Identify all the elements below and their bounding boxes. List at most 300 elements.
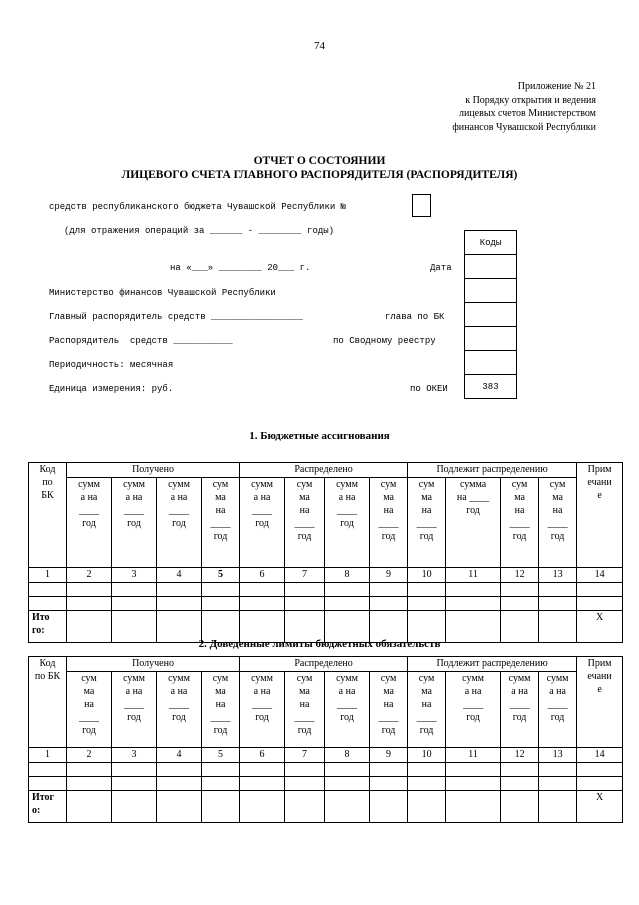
amount-year-header-text: на [421,699,432,710]
amount-year-header-text: год [340,712,354,723]
page-number: 74 [314,40,325,52]
data-cell[interactable] [67,597,112,611]
amount-year-header-text: на [215,699,226,710]
amount-year-header-text: ма [421,492,432,503]
amount-year-header-text: ____ [337,505,358,516]
data-cell[interactable] [29,777,67,791]
main-manager-line: Главный распорядитель средств _________________ [49,312,303,322]
note-header-text: Прим [587,464,612,475]
amount-year-header-text: на [514,505,525,516]
data-cell[interactable] [157,777,202,791]
amount-year-header-text: сумм [168,673,190,684]
data-cell[interactable] [501,597,539,611]
total-row [29,791,623,823]
amount-year-header-text: ____ [337,699,358,710]
amount-year-header-text: сумм [78,479,100,490]
note-header-text: ечани [587,671,612,682]
amount-year-header-text: год [127,712,141,723]
total-cell[interactable] [370,791,408,823]
total-label-text: го: [32,625,45,636]
amount-year-header-text: год [381,725,396,736]
amount-year-header-text: а на [125,686,143,697]
column-number: 2 [67,748,112,763]
amount-year-header-text: ма [83,686,95,697]
amount-year-header-text: сумм [508,673,531,684]
amount-year-header-lines [112,672,156,724]
date-line: на «___» ________ 20___ г. [170,263,311,273]
column-number: 4 [157,748,202,763]
amount-year-header-text: год [127,518,141,529]
amount-year-header [325,478,370,568]
amount-year-header [408,478,446,568]
code-chapter-cell[interactable] [465,303,517,327]
column-number: 7 [285,748,325,763]
amount-year-header [240,672,285,748]
total-cell[interactable] [408,791,446,823]
group-header: Подлежит распределению [408,463,577,478]
amount-year-header-text: ма [514,492,525,503]
amount-year-header-lines [501,478,538,543]
amount-year-header-text: сум [511,479,528,490]
bk-code-header [29,463,67,568]
amount-year-header-text: ____ [463,699,484,710]
data-cell[interactable] [202,597,240,611]
total-label-lines [32,611,66,637]
data-cell[interactable] [240,777,285,791]
amount-year-header-text: на [299,505,310,516]
amount-year-header-text: год [340,518,354,529]
amount-year-header-text: на [84,699,94,710]
amount-year-header-text: сумм [462,673,484,684]
group-header: Получено [67,463,240,478]
amount-year-header-text: ма [299,686,310,697]
unit-line: Единица измерения: руб. [49,384,174,394]
data-cell[interactable] [325,583,370,597]
data-cell[interactable] [202,777,240,791]
section-2-table [28,656,623,823]
group-header: Распределено [240,463,408,478]
bk-code-header-text: БК [41,490,54,501]
group-header: Распределено [240,657,408,672]
periodicity-line: Периодичность: месячная [49,360,174,370]
amount-year-header-text: сумм [123,479,145,490]
amount-year-header-text: сум [296,673,313,684]
data-cell[interactable] [408,583,446,597]
amount-year-header [67,672,112,748]
amount-year-header-lines [67,478,111,530]
data-cell[interactable] [285,777,325,791]
amount-year-header-text: а на [170,686,188,697]
amount-year-header-lines [446,478,500,517]
amount-year-header [157,478,202,568]
data-cell[interactable] [370,763,408,777]
data-cell[interactable] [112,583,157,597]
note-header [577,463,623,568]
appendix-line: Приложение № 21 [517,81,596,92]
codes-table [464,230,517,399]
amount-year-header-text: на [215,505,226,516]
column-number: 10 [408,568,446,583]
code-date-cell[interactable] [465,255,517,279]
amount-year-header-text: а на [253,686,271,697]
data-cell[interactable] [29,763,67,777]
ministry-line: Министерство финансов Чувашской Республики [49,288,276,298]
amount-year-header-lines [446,672,500,724]
amount-year-header-text: сумм [168,479,190,490]
data-cell[interactable] [112,763,157,777]
amount-year-header-text: а на [170,492,188,503]
data-cell[interactable] [370,583,408,597]
column-number: 14 [577,748,623,763]
note-header-lines [577,657,622,696]
group-header: Получено [67,657,240,672]
data-cell[interactable] [577,763,623,777]
header-row [29,657,623,672]
amount-year-header-text: а на [80,492,98,503]
amount-year-header-text: на [383,699,394,710]
amount-year-header-text: а на [464,686,482,697]
data-cell[interactable] [501,583,539,597]
amount-year-header-text: а на [338,686,356,697]
table-row [29,763,623,777]
amount-year-header-text: на [421,505,432,516]
bk-code-header [29,657,67,748]
data-cell[interactable] [446,583,501,597]
amount-year-header-text: ____ [547,518,568,529]
column-number: 7 [285,568,325,583]
data-cell[interactable] [325,597,370,611]
amount-year-header-text: сумм [251,673,273,684]
total-label-lines [32,791,66,817]
section-2-title: 2. Доведенные лимиты бюджетных обязательств [198,638,441,650]
amount-year-header-text: сум [296,479,313,490]
amount-year-header-text: ____ [416,518,437,529]
amount-year-header-text: ____ [79,505,99,516]
data-cell[interactable] [408,597,446,611]
period-line: (для отражения операций за ______ - ________ годы) [64,226,335,236]
amount-year-header-lines [325,672,369,724]
column-number: 4 [157,568,202,583]
code-empty-cell[interactable] [465,279,517,303]
note-header-text: ечани [587,477,612,488]
amount-year-header-text: год [512,531,527,542]
data-cell[interactable] [285,583,325,597]
data-cell[interactable] [240,763,285,777]
amount-year-header-lines [202,672,239,737]
group-header: Подлежит распределению [408,657,577,672]
column-number: 10 [408,748,446,763]
amount-year-header-text: а на [338,492,356,503]
amount-year-header-text: ма [215,492,226,503]
column-number: 12 [501,748,539,763]
bk-code-header-text: по [42,477,53,488]
data-cell[interactable] [446,597,501,611]
amount-year-header-text: ____ [210,712,231,723]
total-cell[interactable] [501,791,539,823]
header-row [29,463,623,478]
amount-year-header-text: год [381,531,396,542]
amount-year-header [501,478,539,568]
amount-year-header-text: сум [418,673,435,684]
amount-year-header-text: год [419,531,434,542]
data-cell[interactable] [67,583,112,597]
amount-year-header [370,478,408,568]
amount-year-header [157,672,202,748]
data-cell[interactable] [240,597,285,611]
amount-year-header-lines [157,672,201,724]
amount-year-header-text: год [466,505,480,516]
total-label-text: о: [32,805,41,816]
chapter-label: глава по БК [385,312,445,322]
amount-year-header-text: ма [299,492,310,503]
amount-year-header-text: год [466,712,480,723]
data-cell[interactable] [539,777,577,791]
total-cell[interactable] [240,791,285,823]
column-number: 8 [325,748,370,763]
data-cell[interactable] [29,583,67,597]
amount-year-header [325,672,370,748]
funds-line: средств республиканского бюджета Чувашской Республики № [49,202,347,212]
column-number: 13 [539,568,577,583]
amount-year-header-text: ма [383,492,394,503]
amount-year-header [285,478,325,568]
amount-year-header-lines [501,672,538,724]
note-header-text: Прим [587,658,612,669]
amount-year-header-text: ма [552,492,563,503]
amount-year-header-text: год [255,712,269,723]
amount-year-header-text: ма [215,686,226,697]
code-registry-cell[interactable] [465,327,517,351]
amount-year-header-text: ____ [169,699,189,710]
amount-year-header-lines [202,478,239,543]
data-cell[interactable] [157,583,202,597]
registry-label: по Сводному реестру [333,336,436,346]
amount-year-header-text: сум [81,673,97,684]
total-note-mark: Х [577,611,623,643]
total-cell[interactable] [67,791,112,823]
amount-year-header-text: сумм [251,479,273,490]
budget-number-box[interactable] [412,194,431,217]
amount-year-header-text: год [255,518,269,529]
data-cell[interactable] [408,777,446,791]
column-number: 2 [67,568,112,583]
table-row [29,583,623,597]
amount-year-header-lines [157,478,201,530]
amount-year-header-text: ____ [416,712,437,723]
amount-year-header-text: год [512,712,527,723]
amount-year-header-text: год [172,712,186,723]
amount-year-header-text: ____ [378,518,399,529]
amount-year-header-text: а на [511,686,528,697]
amount-year-header-text: сумм [546,673,569,684]
data-cell[interactable] [157,597,202,611]
amount-year-header-lines [370,672,407,737]
total-cell[interactable] [539,791,577,823]
data-cell[interactable] [577,583,623,597]
amount-year-header-text: сум [212,479,229,490]
amount-year-header-lines [370,478,407,543]
column-number: 5 [202,748,240,763]
column-number: 12 [501,568,539,583]
total-cell[interactable] [446,791,501,823]
amount-year-header-lines [408,672,445,737]
amount-year-header [446,672,501,748]
section-1-title: 1. Бюджетные ассигнования [249,430,390,442]
data-cell[interactable] [539,597,577,611]
data-cell[interactable] [325,763,370,777]
column-number: 11 [446,568,501,583]
amount-year-header-text: ____ [547,699,568,710]
amount-year-header-text: ____ [509,699,530,710]
amount-year-header [285,672,325,748]
bk-code-header-lines [29,657,66,683]
data-cell[interactable] [285,597,325,611]
section-1-table [28,462,623,643]
amount-year-header [501,672,539,748]
data-cell[interactable] [112,777,157,791]
data-cell[interactable] [202,763,240,777]
amount-year-header-text: сум [549,479,566,490]
amount-year-header-text: год [550,531,565,542]
data-cell[interactable] [370,777,408,791]
table-row [29,597,623,611]
amount-year-header [539,672,577,748]
data-cell[interactable] [240,583,285,597]
note-header-text: е [597,684,602,695]
data-cell[interactable] [446,763,501,777]
column-number: 14 [577,568,623,583]
amount-year-header-text: а на [253,492,271,503]
amount-year-header-text: сумм [123,673,145,684]
amount-year-header [202,672,240,748]
column-number-row [29,748,623,763]
total-cell[interactable] [157,791,202,823]
total-cell[interactable] [325,791,370,823]
data-cell[interactable] [539,763,577,777]
data-cell[interactable] [501,763,539,777]
appendix-line: лицевых счетов Министерством [458,108,596,119]
amount-year-header-text: год [82,725,96,736]
column-number: 5 [202,568,240,583]
total-cell[interactable] [112,791,157,823]
amount-year-header-lines [539,478,576,543]
code-empty-cell[interactable] [465,351,517,375]
title-line: ОТЧЕТ О СОСТОЯНИИ [253,155,386,167]
amount-year-header-lines [325,478,369,530]
subheader-row [29,672,623,748]
manager-line: Распорядитель средств ___________ [49,336,233,346]
amount-year-header [446,478,501,568]
data-cell[interactable] [157,763,202,777]
data-cell[interactable] [285,763,325,777]
column-number: 3 [112,748,157,763]
appendix-line: к Порядку открытия и ведения [465,94,596,106]
amount-year-header-text: ____ [294,518,315,529]
column-number: 8 [325,568,370,583]
data-cell[interactable] [370,597,408,611]
amount-year-header-text: ____ [210,518,231,529]
amount-year-header-text: ____ [294,712,315,723]
data-cell[interactable] [29,597,67,611]
amount-year-header-text: ма [383,686,394,697]
column-number: 1 [29,748,67,763]
okei-label: по ОКЕИ [410,384,448,394]
data-cell[interactable] [202,583,240,597]
data-cell[interactable] [501,777,539,791]
amount-year-header-text: год [419,725,434,736]
title-line: ЛИЦЕВОГО СЧЕТА ГЛАВНОГО РАСПОРЯДИТЕЛЯ (РАСПОРЯДИТЕЛЯ) [121,169,518,181]
amount-year-header-text: год [82,518,96,529]
amount-year-header [240,478,285,568]
amount-year-header-text: ____ [124,505,144,516]
amount-year-header-text: сум [380,479,397,490]
total-note-mark: Х [577,791,623,823]
total-label-text: Итог [32,792,55,803]
amount-year-header-text: ____ [169,505,189,516]
column-number: 3 [112,568,157,583]
amount-year-header-text: год [550,712,565,723]
total-label-text: Ито [32,612,50,623]
amount-year-header-text: а на [125,492,143,503]
data-cell[interactable] [446,777,501,791]
amount-year-header [202,478,240,568]
total-cell[interactable] [202,791,240,823]
data-cell[interactable] [577,777,623,791]
data-cell[interactable] [408,763,446,777]
data-cell[interactable] [112,597,157,611]
bk-code-header-text: Код [39,658,56,669]
amount-year-header [112,672,157,748]
amount-year-header-text: сумма [459,479,487,490]
column-number: 6 [240,568,285,583]
amount-year-header-lines [67,672,111,737]
date-label: Дата [430,263,452,273]
amount-year-header [539,478,577,568]
data-cell[interactable] [539,583,577,597]
amount-year-header-lines [408,478,445,543]
data-cell[interactable] [67,777,112,791]
note-header-lines [577,463,622,502]
data-cell[interactable] [67,763,112,777]
amount-year-header-text: сум [212,673,229,684]
amount-year-header-lines [240,672,284,724]
codes-header: Коды [465,231,517,255]
total-cell[interactable] [285,791,325,823]
amount-year-header-text: год [213,531,228,542]
amount-year-header-text: на [552,505,563,516]
data-cell[interactable] [577,597,623,611]
amount-year-header [408,672,446,748]
amount-year-header-text: на [299,699,310,710]
column-number: 9 [370,568,408,583]
amount-year-header-lines [285,672,324,737]
amount-year-header-text: ____ [378,712,399,723]
appendix-note [356,80,596,134]
amount-year-header-text: сум [380,673,397,684]
column-number-row [29,568,623,583]
amount-year-header-lines [285,478,324,543]
data-cell[interactable] [325,777,370,791]
column-number: 1 [29,568,67,583]
amount-year-header-text: ____ [509,518,530,529]
bk-code-header-text: по БК [34,671,61,682]
column-number: 6 [240,748,285,763]
amount-year-header-text: год [297,531,312,542]
column-number: 9 [370,748,408,763]
amount-year-header-text: ____ [79,712,99,723]
amount-year-header-lines [112,478,156,530]
appendix-line: финансов Чувашской Республики [452,121,596,133]
